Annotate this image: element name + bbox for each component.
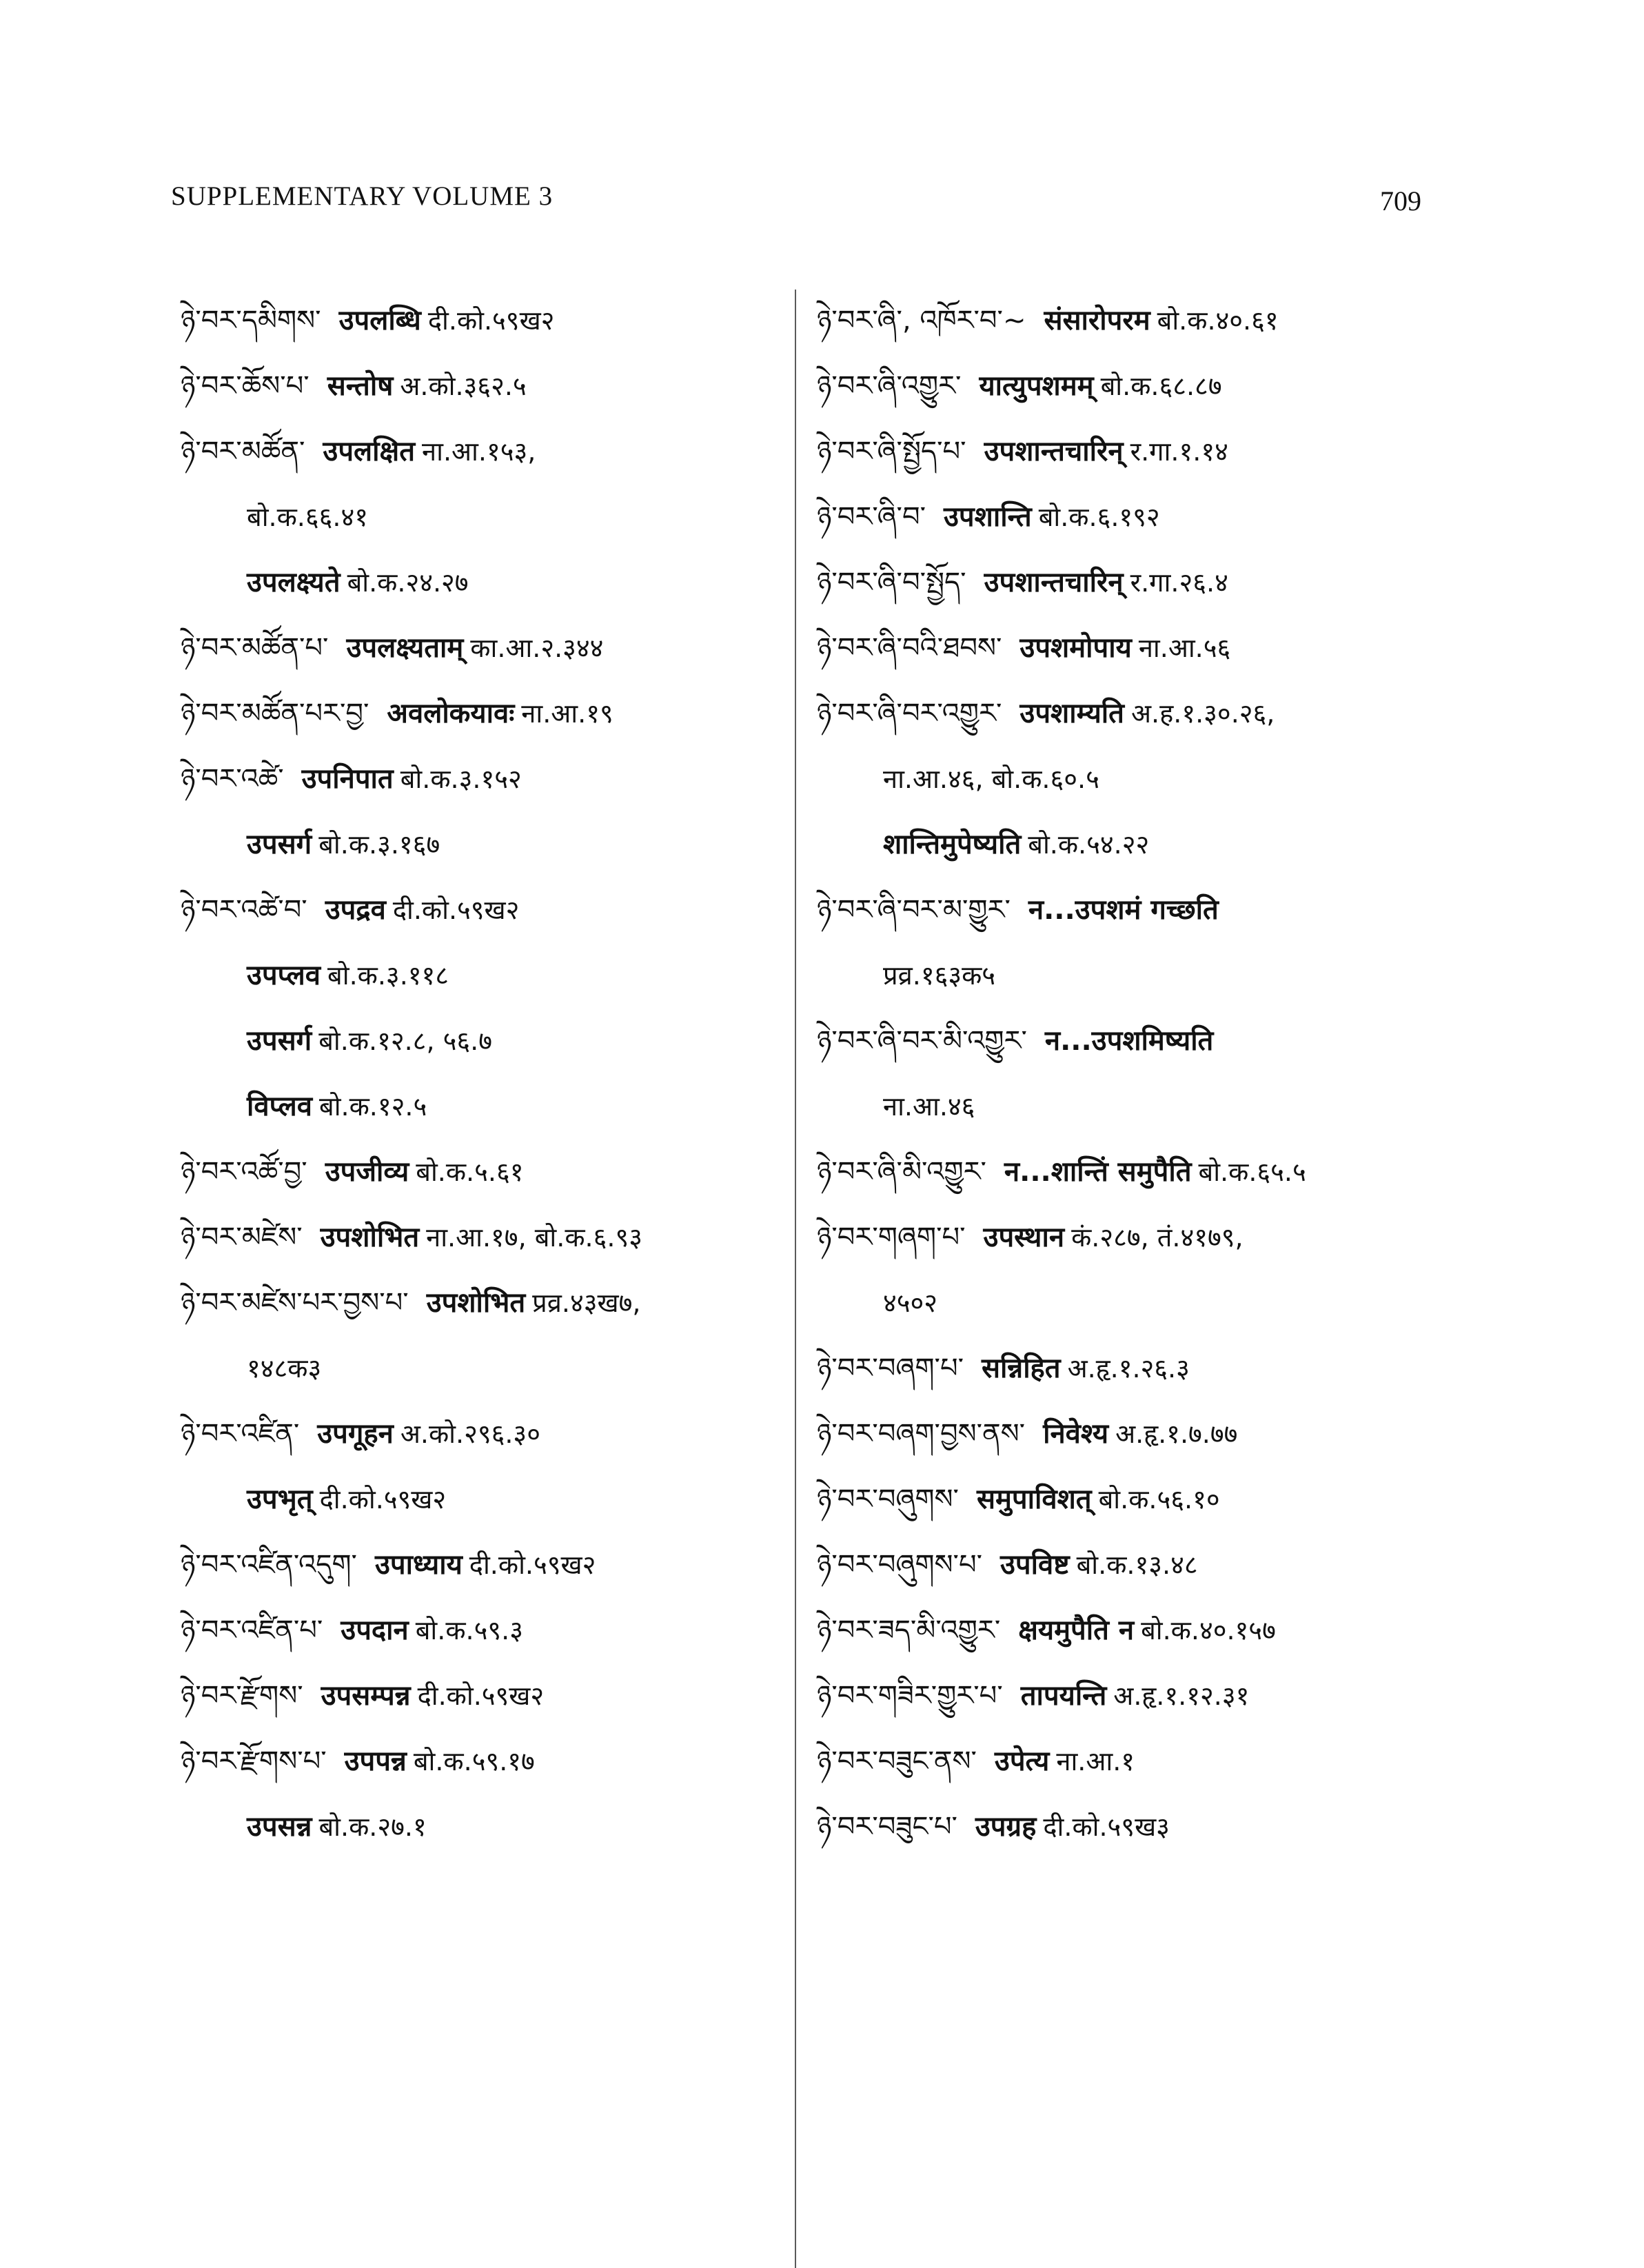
right-column [817, 288, 1506, 1860]
sanskrit-equivalent: यात्युपशमम् [979, 370, 1094, 402]
dictionary-entry [181, 354, 801, 419]
dictionary-entry [817, 1729, 1506, 1794]
tibetan-headword: ཉེ་བར་གཞག་པ་ [817, 1222, 966, 1253]
sanskrit-equivalent: उपभृत् [247, 1484, 313, 1515]
sanskrit-equivalent: तापयन्ति [1020, 1680, 1107, 1712]
tibetan-headword: ཉེ་བར་ཞི་བ་ [817, 501, 926, 533]
tibetan-headword: ཉེ་བར་ཞི་བར་འགྱུར་ [817, 698, 1002, 729]
source-reference: दी.को.५९ख२ [392, 895, 520, 925]
sanskrit-equivalent: उपशान्ति [944, 501, 1032, 533]
tibetan-headword: ཉེ་བར་འཚེ་ [181, 763, 284, 795]
dictionary-entry [817, 616, 1506, 681]
sanskrit-equivalent: उपविष्ट [1000, 1549, 1070, 1581]
source-reference: दी.को.५९ख२ [417, 1681, 545, 1711]
sanskrit-equivalent: न...शान्तिं समुपैति [1004, 1156, 1192, 1188]
sanskrit-equivalent: उपगूहन [317, 1418, 394, 1450]
source-reference: र.गा.२६.४ [1130, 567, 1228, 598]
source-reference: बो.क.५.६१ [416, 1157, 524, 1187]
source-reference: बो.क.१३.४८ [1076, 1550, 1198, 1580]
dictionary-entry [817, 1401, 1506, 1467]
source-reference: अ.हृ.१.७.७७ [1115, 1419, 1238, 1449]
dictionary-entry [181, 1205, 801, 1270]
tibetan-headword: ཉེ་བར་ཞི་, འཁོར་བ་~ [817, 305, 1026, 336]
source-reference: ४५०२ [883, 1288, 938, 1318]
source-reference: प्रव्र.१६३क५ [883, 960, 996, 991]
entry-continuation [817, 1270, 1506, 1336]
entry-continuation [817, 1074, 1506, 1140]
source-reference: अ.हृ.१.२६.३ [1067, 1353, 1190, 1384]
dictionary-entry [181, 288, 801, 354]
sanskrit-equivalent: उपशान्तचारिन् [984, 436, 1124, 467]
sanskrit-equivalent: उपलब्धि [338, 305, 421, 336]
dictionary-entry [817, 1336, 1506, 1401]
tibetan-headword: ཉེ་བར་མཚོན་པ་ [181, 632, 329, 664]
tibetan-headword: ཉེ་བར་བཟུང་ནས་ [817, 1745, 977, 1777]
source-reference: बो.क.३.११८ [327, 960, 449, 991]
dictionary-entry [817, 485, 1506, 550]
sanskrit-equivalent: उपशोभित [426, 1287, 526, 1319]
sanskrit-equivalent: उपस्थान [983, 1222, 1065, 1253]
entry-continuation [817, 812, 1506, 878]
tibetan-headword: ཉེ་བར་ཞི་བར་མི་འགྱུར་ [817, 1025, 1027, 1057]
source-reference: बो.क.५४.२२ [1028, 829, 1150, 860]
sanskrit-equivalent: उपलक्ष्यते [247, 567, 341, 598]
source-reference: अ.हृ.१.१२.३१ [1113, 1681, 1250, 1711]
dictionary-entry [181, 1532, 801, 1598]
source-reference: बो.क.५६.१० [1098, 1484, 1220, 1515]
tibetan-headword: ཉེ་བར་མཚོན་ [181, 436, 305, 467]
dictionary-entry [817, 1663, 1506, 1729]
tibetan-headword: ཉེ་བར་འཛིན་འདུག་ [181, 1549, 357, 1581]
source-reference: १४८क३ [247, 1353, 322, 1384]
sanskrit-equivalent: न...उपशमं गच्छति [1028, 894, 1219, 926]
tibetan-headword: ཉེ་བར་མཛེས་པར་བྱས་པ་ [181, 1287, 409, 1319]
source-reference: बो.क.३.१५२ [400, 764, 522, 794]
dictionary-entry [817, 1205, 1506, 1270]
dictionary-entry [817, 1794, 1506, 1860]
tibetan-headword: ཉེ་བར་འཚོ་བྱ་ [181, 1156, 307, 1188]
source-reference: ना.आ.५६ [1138, 633, 1231, 663]
source-reference: ना.आ.४६ [883, 1091, 975, 1122]
source-reference: बो.क.४०.१५७ [1141, 1615, 1276, 1646]
source-reference: ना.आ.१९ [521, 698, 613, 729]
sanskrit-equivalent: उपेत्य [994, 1745, 1050, 1777]
tibetan-headword: ཉེ་བར་འཛིན་ [181, 1418, 300, 1450]
tibetan-headword: ཉེ་བར་འཚེ་བ་ [181, 894, 307, 926]
sanskrit-equivalent: उपशाम्यति [1019, 698, 1124, 729]
tibetan-headword: ཉེ་བར་འཛིན་པ་ [181, 1614, 323, 1646]
source-reference: प्रव्र.४३ख७, [532, 1288, 641, 1318]
entry-continuation [181, 485, 801, 550]
running-header: SUPPLEMENTARY VOLUME 3 [171, 181, 554, 211]
source-reference: अ.को.२९६.३० [400, 1419, 540, 1449]
sanskrit-equivalent: उपशान्तचारिन् [984, 567, 1124, 598]
tibetan-headword: ཉེ་བར་ཞི་འགྱུར་ [817, 370, 962, 402]
dictionary-entry [181, 616, 801, 681]
tibetan-headword: ཉེ་བར་མཚོན་པར་བྱ་ [181, 698, 369, 729]
dictionary-entry [181, 1598, 801, 1663]
dictionary-entry [181, 1663, 801, 1729]
source-reference: ना.आ.१५३, [422, 436, 536, 467]
source-reference: बो.क.६६.४१ [247, 502, 369, 532]
sanskrit-equivalent: क्षयमुपैति न [1018, 1614, 1135, 1646]
tibetan-headword: ཉེ་བར་བཞུགས་ [817, 1484, 959, 1515]
entry-continuation [181, 1336, 801, 1401]
tibetan-headword: ཉེ་བར་ཟད་མི་འགྱུར་ [817, 1614, 1001, 1646]
sanskrit-equivalent: उपपन्न [344, 1745, 407, 1777]
sanskrit-equivalent: विप्लव [247, 1091, 312, 1122]
dictionary-entry [181, 1401, 801, 1467]
entry-continuation [181, 1074, 801, 1140]
sanskrit-equivalent: अवलोकयावः [387, 698, 515, 729]
source-reference: ना.आ.१ [1056, 1746, 1135, 1776]
entry-continuation [817, 747, 1506, 812]
sanskrit-equivalent: उपसर्ग [247, 829, 312, 860]
source-reference: बो.क.२७.१ [318, 1812, 427, 1842]
dictionary-entry [181, 1270, 801, 1336]
dictionary-entry [817, 1598, 1506, 1663]
dictionary-entry [181, 1140, 801, 1205]
tibetan-headword: ཉེ་བར་བཟུང་པ་ [817, 1811, 957, 1843]
tibetan-headword: ཉེ་བར་ཞི་བའི་ཐབས་ [817, 632, 1002, 664]
dictionary-entry [817, 878, 1506, 943]
sanskrit-equivalent: उपशमोपाय [1019, 632, 1132, 664]
sanskrit-equivalent: निवेश्य [1043, 1418, 1109, 1450]
entry-continuation [181, 1009, 801, 1074]
sanskrit-equivalent: न...उपशमिष्यति [1044, 1025, 1214, 1057]
sanskrit-equivalent: उपसर्ग [247, 1025, 312, 1057]
dictionary-entry [817, 1467, 1506, 1532]
tibetan-headword: ཉེ་བར་རྫོགས་ [181, 1680, 303, 1712]
page-number: 709 [1380, 185, 1421, 216]
dictionary-entry [817, 419, 1506, 485]
sanskrit-equivalent: उपदान [341, 1614, 409, 1646]
source-reference: दी.को.५९ख२ [319, 1484, 447, 1515]
source-reference: बो.क.५९.३ [415, 1615, 523, 1646]
dictionary-entry [181, 681, 801, 747]
tibetan-headword: ཉེ་བར་ཞི་བར་མ་གྱུར་ [817, 894, 1011, 926]
sanskrit-equivalent: उपजीव्य [325, 1156, 409, 1188]
tibetan-headword: ཉེ་བར་ཞི་སྤྱོད་པ་ [817, 436, 966, 467]
source-reference: बो.क.२४.२७ [347, 567, 469, 598]
tibetan-headword: ཉེ་བར་བཞག་པ་ [817, 1353, 964, 1384]
sanskrit-equivalent: उपसम्पन्न [321, 1680, 411, 1712]
dictionary-entry [817, 550, 1506, 616]
sanskrit-equivalent: संसारोपरम [1044, 305, 1150, 336]
entry-continuation [181, 1467, 801, 1532]
dictionary-entry [817, 1532, 1506, 1598]
dictionary-entry [181, 878, 801, 943]
source-reference: बो.क.१२.८, ५६.७ [318, 1026, 492, 1056]
entry-continuation [181, 943, 801, 1009]
source-reference: दी.को.५९ख२ [469, 1550, 596, 1580]
sanskrit-equivalent: उपद्रव [325, 894, 386, 926]
sanskrit-equivalent: उपग्रह [975, 1811, 1037, 1843]
source-reference: का.आ.२.३४४ [470, 633, 604, 663]
left-column [181, 288, 801, 1860]
sanskrit-equivalent: उपाध्याय [374, 1549, 463, 1581]
source-reference: ना.आ.४६, बो.क.६०.५ [883, 764, 1099, 794]
tibetan-headword: ཉེ་བར་དམིགས་ [181, 305, 321, 336]
dictionary-entry [817, 681, 1506, 747]
entry-continuation [181, 550, 801, 616]
source-reference: बो.क.६५.५ [1198, 1157, 1306, 1187]
sanskrit-equivalent: उपलक्ष्यताम् [346, 632, 464, 664]
tibetan-headword: ཉེ་བར་ཞི་བ་སྤྱོད་ [817, 567, 966, 598]
entry-continuation [817, 943, 1506, 1009]
source-reference: अ.को.३६२.५ [400, 371, 527, 401]
entry-continuation [181, 1794, 801, 1860]
dictionary-entry [817, 288, 1506, 354]
entry-continuation [181, 812, 801, 878]
source-reference: अ.ह.१.३०.२६, [1130, 698, 1275, 729]
tibetan-headword: ཉེ་བར་ཞི་མི་འགྱུར་ [817, 1156, 986, 1188]
tibetan-headword: ཉེ་བར་ཆོས་པ་ [181, 370, 309, 402]
tibetan-headword: ཉེ་བར་གཟིར་གྱུར་པ་ [817, 1680, 1003, 1712]
tibetan-headword: ཉེ་བར་རྫོགས་པ་ [181, 1745, 327, 1777]
dictionary-entry [817, 1140, 1506, 1205]
source-reference: बो.क.६.१९२ [1038, 502, 1160, 532]
source-reference: कं.२८७, तं.४१७९, [1071, 1222, 1244, 1253]
sanskrit-equivalent: सन्निहित [982, 1353, 1061, 1384]
sanskrit-equivalent: सन्तोष [327, 370, 394, 402]
sanskrit-equivalent: उपलक्षित [323, 436, 416, 467]
source-reference: बो.क.३.१६७ [318, 829, 440, 860]
dictionary-entry [817, 1009, 1506, 1074]
source-reference: बो.क.६८.८७ [1100, 371, 1222, 401]
sanskrit-equivalent: उपसन्न [247, 1811, 312, 1843]
sanskrit-equivalent: उपप्लव [247, 960, 321, 991]
dictionary-entry [817, 354, 1506, 419]
sanskrit-equivalent: शान्तिमुपेष्यति [883, 829, 1022, 860]
sanskrit-equivalent: उपनिपात [301, 763, 394, 795]
dictionary-entry [181, 1729, 801, 1794]
dictionary-entry [181, 419, 801, 485]
source-reference: बो.क.५९.१७ [413, 1746, 535, 1776]
tibetan-headword: ཉེ་བར་བཞུགས་པ་ [817, 1549, 982, 1581]
source-reference: ना.आ.१७, बो.क.६.९३ [426, 1222, 642, 1253]
source-reference: बो.क.१२.५ [319, 1091, 427, 1122]
tibetan-headword: ཉེ་བར་བཞག་བྱས་ནས་ [817, 1418, 1026, 1450]
sanskrit-equivalent: समुपाविशत् [976, 1484, 1092, 1515]
source-reference: दी.को.५९ख३ [1043, 1812, 1170, 1842]
source-reference: र.गा.१.१४ [1130, 436, 1228, 467]
sanskrit-equivalent: उपशोभित [320, 1222, 420, 1253]
dictionary-entry [181, 747, 801, 812]
tibetan-headword: ཉེ་བར་མཛེས་ [181, 1222, 303, 1253]
source-reference: बो.क.४०.६१ [1157, 305, 1279, 336]
source-reference: दी.को.५९ख२ [427, 305, 555, 336]
